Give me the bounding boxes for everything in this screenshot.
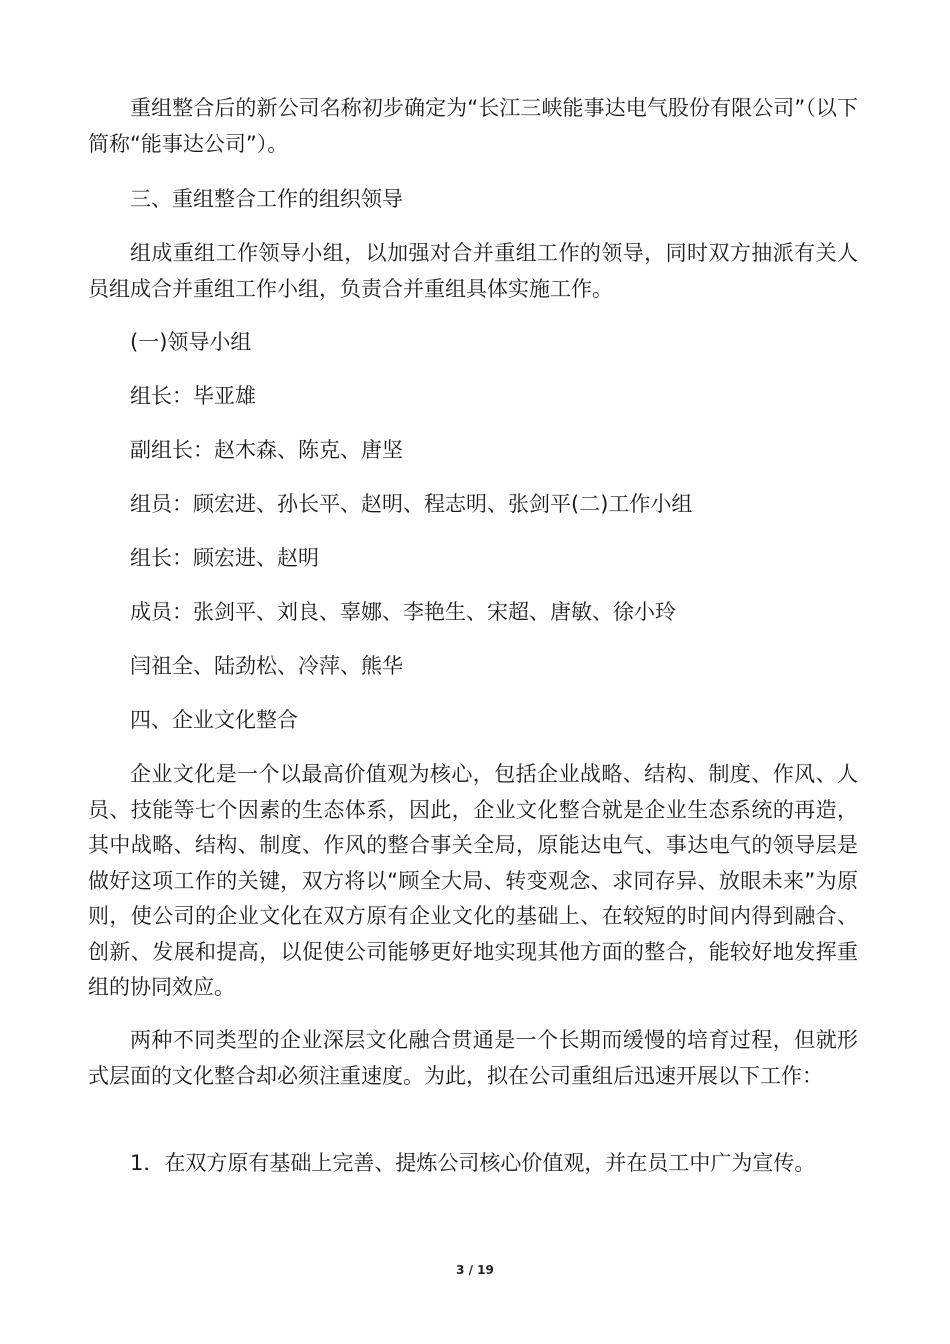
line-working-group-leader: 组长：顾宏进、赵明	[130, 546, 319, 570]
page-indicator: 3 / 19	[456, 1263, 494, 1277]
line-deputy-leaders: 副组长：赵木森、陈克、唐坚	[130, 438, 403, 462]
line-group-leader: 组长：毕亚雄	[130, 384, 256, 408]
heading-section-3: 三、重组整合工作的组织领导	[130, 187, 403, 211]
heading-section-4: 四、企业文化整合	[130, 708, 298, 732]
line-working-group-members: 成员：张剑平、刘良、辜娜、李艳生、宋超、唐敏、徐小玲	[130, 600, 676, 624]
paragraph-company-name: 重组整合后的新公司名称初步确定为“长江三峡能事达电气股份有限公司”（以下简称“能事达公司”）。	[88, 96, 858, 156]
paragraph-corporate-culture: 企业文化是一个以最高价值观为核心，包括企业战略、结构、制度、作风、人员、技能等七个因素的生态体系，因此，企业文化整合就是企业生态系统的再造，其中战略、结构、制度、作风的整合事关全局，原能达电气、事达电气的领导层是做好这项工作的关键，双方将以“顾全大局、转变观念、求同存异、放眼未来”为原则，使公司的企业文化在双方原有企业文化的基础上、在较短的时间内得到融合、创新、发展和提高，以促使公司能够更好地实现其他方面的整合，能较好地发挥重组的协同效应。	[88, 762, 858, 999]
line-group-members: 组员：顾宏进、孙长平、赵明、程志明、张剑平(二)工作小组	[130, 492, 693, 516]
paragraph-culture-integration: 两种不同类型的企业深层文化融合贯通是一个长期而缓慢的培育过程，但就形式层面的文化整合却必须注重速度。为此，拟在公司重组后迅速开展以下工作：	[88, 1028, 858, 1088]
subheading-leadership-group: (一)领导小组	[130, 330, 252, 354]
paragraph-leadership-group: 组成重组工作领导小组，以加强对合并重组工作的领导，同时双方抽派有关人员组成合并重组工作小组，负责合并重组具体实施工作。	[88, 241, 858, 301]
line-working-group-members-cont: 闫祖全、陆劲松、冷萍、熊华	[130, 654, 403, 678]
list-item-1: 1．在双方原有基础上完善、提炼公司核心价值观，并在员工中广为宣传。	[130, 1151, 816, 1175]
